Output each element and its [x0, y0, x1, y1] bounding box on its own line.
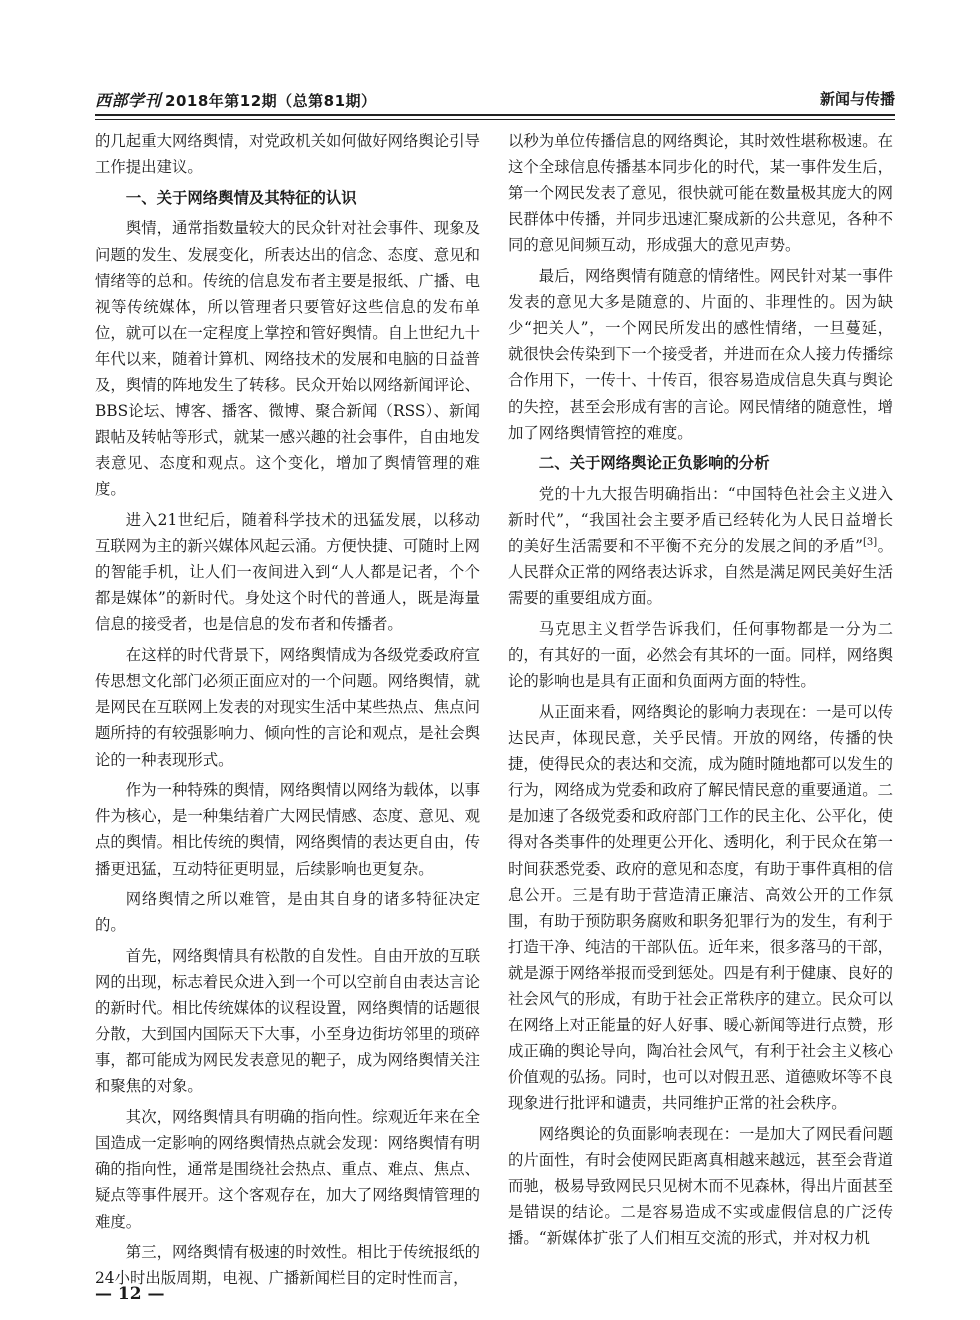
- section-title: 新闻与传播: [819, 90, 895, 108]
- header-rule: [95, 114, 895, 116]
- paragraph: 作为一种特殊的舆情，网络舆情以网络为载体，以事件为核心，是一种集结着广大网民情感、态度、意见、观点的舆情。相比传统的舆情，网络舆情的表达更自由，传播更迅猛，互动特征更明显，后续影响也更复杂。: [95, 781, 480, 878]
- paragraph: 首先，网络舆情具有松散的自发性。自由开放的互联网的出现，标志着民众进入到一个可以空前自由表达言论的新时代。相比传统媒体的议程设置，网络舆情的话题很分散，大到国内国际天下大事，小至身边街坊邻里的琐碎事，都可能成为网民发表意见的靶子，成为网络舆情关注和聚焦的对象。: [95, 946, 480, 1096]
- paragraph: 进入21世纪后，随着科学技术的迅猛发展，以移动互联网为主的新兴媒体风起云涌。方便快捷、可随时上网的智能手机，让人们一夜间进入到“人人都是记者，个个都是媒体”的新时代。身处这个时代的普通人，既是海量信息的接受者，也是信息的发布者和传播者。: [95, 511, 480, 634]
- paragraph: 在这样的时代背景下，网络舆情成为各级党委政府宣传思想文化部门必须正面应对的一个问题。网络舆情，就是网民在互联网上发表的对现实生活中某些热点、焦点问题所持的有较强影响力、倾向性的言论和观点，是社会舆论的一种表现形式。: [95, 646, 480, 769]
- journal-logo: 西部学刊: [95, 91, 162, 110]
- paragraph-text: 。人民群众正常的网络表达诉求，自然是满足网民美好生活需要的重要组成方面。: [508, 537, 893, 608]
- paragraph: 以秒为单位传播信息的网络舆论，其时效性堪称极速。在这个全球信息传播基本同步化的时代，某一事件发生后，第一个网民发表了意见，很快就可能在数量极其庞大的网民群体中传播，并同步迅速汇聚成新的公共意见，各种不同的意见间频互动，形成强大的意见声势。: [508, 132, 893, 255]
- paragraph: 的几起重大网络舆情，对党政机关如何做好网络舆论引导工作提出建议。: [95, 132, 480, 177]
- header-rule-thin: [95, 119, 895, 120]
- left-column: [95, 128, 480, 1296]
- paragraph: 网络舆情之所以难管，是由其自身的诸多特征决定的。: [95, 890, 480, 935]
- paragraph-text: 党的十九大报告明确指出：“中国特色社会主义进入新时代”，“我国社会主要矛盾已经转化为人民日益增长的美好生活需要和不平衡不充分的发展之间的矛盾”: [508, 485, 893, 556]
- paragraph: 马克思主义哲学告诉我们，任何事物都是一分为二的，有其好的一面，必然会有其坏的一面。同样，网络舆论的影响也是具有正面和负面两方面的特性。: [508, 620, 893, 691]
- issue-label: 2018年第12期（总第81期）: [165, 92, 377, 110]
- paragraph: 其次，网络舆情具有明确的指向性。综观近年来在全国造成一定影响的网络舆情热点就会发现：网络舆情有明确的指向性，通常是围绕社会热点、重点、难点、焦点、疑点等事件展开。这个客观存在，加大了网络舆情管理的难度。: [95, 1108, 480, 1231]
- right-column: [508, 128, 893, 1256]
- paragraph: 舆情，通常指数量较大的民众针对社会事件、现象及问题的发生、发展变化，所表达出的信念、态度、意见和情绪等的总和。传统的信息发布者主要是报纸、广播、电视等传统媒体，所以管理者只要管好这些信息的发布单位，就可以在一定程度上掌控和管好舆情。自上世纪九十年代以来，随着计算机、网络技术的发展和电脑的日益普及，舆情的阵地发生了转移。民众开始以网络新闻评论、BBS论坛、博客、播客、微博、聚合新闻（RSS）、新闻跟帖及转帖等形式，就某一感兴趣的社会事件，自由地发表意见、态度和观点。这个变化，增加了舆情管理的难度。: [95, 219, 480, 499]
- section-heading: 一、关于网络舆情及其特征的认识: [125, 188, 357, 207]
- paragraph: 第三，网络舆情有极速的时效性。相比于传统报纸的24小时出版周期，电视、广播新闻栏目的定时性而言，: [95, 1243, 480, 1288]
- page-header: [95, 84, 895, 114]
- section-heading: 二、关于网络舆论正负影响的分析: [538, 454, 770, 473]
- paragraph: 最后，网络舆情有随意的情绪性。网民针对某一事件发表的意见大多是随意的、片面的、非理性的。因为缺少“把关人”，一个网民所发出的感性情绪，一旦蔓延，就很快会传染到下一个接受者，并进而在众人接力传播综合作用下，一传十、十传百，很容易造成信息失真与舆论的失控，甚至会形成有害的言论。网民情绪的随意性，增加了网络舆情管控的难度。: [508, 267, 893, 442]
- journal-issue-info: [95, 88, 377, 111]
- paragraph-with-citation: [508, 481, 893, 611]
- paragraph: 网络舆论的负面影响表现在：一是加大了网民看问题的片面性，有时会使网民距离真相越来越远，甚至会背道而驰，极易导致网民只见树木而不见森林，得出片面甚至是错误的结论。二是容易造成不实或虚假信息的广泛传播。“新媒体扩张了人们相互交流的形式，并对权力机: [508, 1125, 893, 1248]
- citation-ref: [3]: [863, 537, 878, 549]
- page-number: — 12 —: [95, 1284, 165, 1304]
- paragraph: 从正面来看，网络舆论的影响力表现在：一是可以传达民声，体现民意，关乎民情。开放的网络，传播的快捷，使得民众的表达和交流，成为随时随地都可以发生的行为，网络成为党委和政府了解民情民意的重要通道。二是加速了各级党委和政府部门工作的民主化、公平化，使得对各类事件的处理更公开化、透明化，利于民众在第一时间获悉党委、政府的意见和态度，有助于事件真相的信息公开。三是有助于营造清正廉洁、高效公开的工作氛围，有助于预防职务腐败和职务犯罪行为的发生，有利于打造干净、纯洁的干部队伍。近年来，很多落马的干部，就是源于网络举报而受到惩处。四是有利于健康、良好的社会风气的形成，有助于社会正常秩序的建立。民众可以在网络上对正能量的好人好事、暖心新闻等进行点赞，形成正确的舆论导向，陶冶社会风气，有利于社会主义核心价值观的弘扬。同时，也可以对假丑恶、道德败坏等不良现象进行批评和谴责，共同维护正常的社会秩序。: [508, 702, 893, 1113]
